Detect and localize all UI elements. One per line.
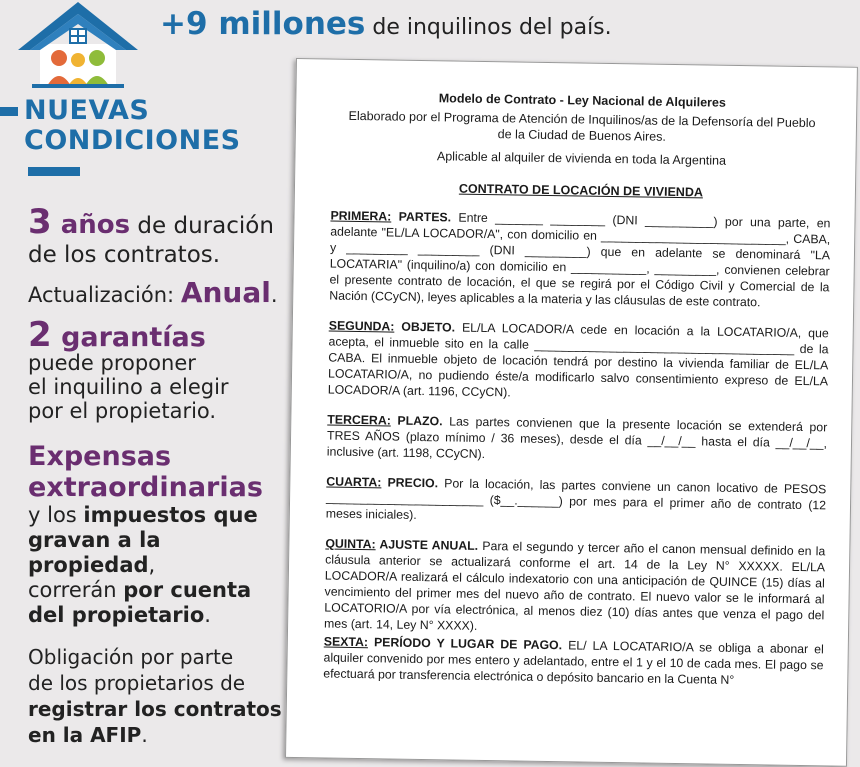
duration-block — [0, 202, 292, 270]
clause-title: PERÍODO Y LUGAR DE PAGO. — [367, 635, 563, 653]
obligation-dot: . — [141, 723, 148, 747]
doc-applicable: Aplicable al alquiler de vivienda en toda la Argentina — [436, 149, 727, 168]
expenses-text-4: . — [204, 603, 211, 627]
heading-bar-right — [28, 167, 80, 176]
clause-label: TERCERA: — [327, 412, 391, 428]
guarantees-line-3: por el propietario. — [28, 399, 217, 423]
expenses-heading-2: extraordinarias — [28, 472, 263, 503]
banner-number: +9 millones — [160, 6, 366, 42]
clause-title: OBJETO. — [394, 319, 456, 335]
obligation-bold-2: en la AFIP — [28, 723, 142, 747]
clause-label: PRIMERA: — [330, 208, 392, 224]
contract-document — [285, 58, 858, 767]
expenses-bold-4: del propietario — [28, 603, 205, 627]
duration-rest-2: de los contratos. — [28, 242, 221, 268]
update-block — [0, 276, 292, 309]
guarantees-line-2: el inquilino a elegir — [28, 375, 229, 399]
heading-line-1: NUEVAS — [24, 95, 150, 126]
clause-sexta — [323, 634, 824, 690]
clause-title: PLAZO. — [390, 413, 443, 429]
doc-subtitle-1: Elaborado por el Programa de Atención de Inquilinos/as de la Defensoría del Pueblo — [348, 108, 816, 131]
expenses-block — [0, 441, 292, 628]
update-label: Actualización: — [28, 283, 181, 307]
banner-text: de inquilinos del país. — [365, 15, 612, 40]
clause-label: CUARTA: — [326, 474, 382, 490]
banner-headline — [160, 6, 612, 42]
clause-tercera — [327, 412, 828, 468]
heading-line-2: CONDICIONES — [24, 125, 241, 156]
clause-text: EL/ LA LOCATARIO/A se obliga a abonar el alquiler convenido por mes entero y adelantado, entre el 1 y el 10 de cada mes. El pago se efectuará por transferencia electrónica o depósito bancario en la Cuenta N° — [323, 638, 824, 687]
update-value: Anual — [180, 276, 271, 309]
expenses-text-1: y los — [28, 503, 84, 527]
heading-bar-left — [0, 107, 18, 116]
expenses-text-3: correrán — [28, 578, 124, 602]
clause-text: Entre _______ ________ (DNI __________) por una parte, en adelante "EL/LA LOCADOR/A", con domicilio en ___________________________, CABA, y _________ _________ (DNI _________) que en adelante se denominará "LA LOCATARIA" (inquilino/a) con domicilio en ___________, _________, convienen celebrar el presente contrato de locación, el que se regirá por el Código Civil y Comercial de la Nación (CCyCN), leyes aplicables a la materia y las cláusulas de este contrato. — [329, 210, 831, 310]
guarantees-block — [0, 315, 292, 423]
clause-segunda — [328, 318, 829, 406]
duration-rest-1: de duración — [130, 213, 274, 239]
doc-subtitle-2: de la Ciudad de Buenos Aires. — [497, 127, 666, 144]
clause-cuarta — [326, 474, 827, 530]
clause-primera — [329, 208, 830, 312]
update-dot: . — [270, 283, 278, 307]
clause-title: PARTES. — [391, 209, 452, 225]
guarantees-line-1: puede proponer — [28, 351, 196, 375]
clause-text: EL/LA LOCADOR/A cede en locación a la LOCATARIO/A, que acepta, el inmueble sito en la calle ______________________________________ de la CABA. El inmueble objeto de locación tendrá por destino la vivienda familiar de EL/LA LOCATARIO/A, no pudiendo éste/a modificarlo salvo consentimiento expreso de EL/LA LOCADOR/A (art. 1196, CCyCN). — [327, 320, 829, 400]
obligation-line-2: de los propietarios de — [28, 671, 246, 695]
expenses-bold-3: por cuenta — [123, 578, 252, 602]
clause-title: PRECIO. — [381, 475, 439, 491]
conditions-heading — [0, 96, 292, 186]
expenses-text-2: , — [148, 553, 156, 577]
doc-title: Modelo de Contrato - Ley Nacional de Alquileres — [438, 91, 727, 110]
doc-subtitle — [332, 108, 832, 148]
clause-quinta — [324, 536, 825, 640]
clause-label: SEGUNDA: — [328, 318, 395, 334]
duration-word: años — [51, 210, 131, 240]
clause-label: QUINTA: — [325, 536, 376, 552]
obligation-bold-1: registrar los contratos — [28, 697, 282, 721]
clause-text: Para el segundo y tercer año el canon mensual definido en la cláusula anterior se actualizará conforme el art. 14 de la Ley N° XXXXX. EL/LA LOCADOR/A realizará el cálculo indexatorio con una anticipación de QUINCE (15) días al vencimiento del primer mes del nuevo año de contrato. El nuevo valor se le informará al LOCATORIO/A por vía electrónica, al menos diez (10) días antes que venza el pago del mes (art. 14, Ley N° XXXX). — [324, 538, 826, 633]
guarantees-number: 2 — [28, 315, 52, 355]
clause-text: Por la locación, las partes conviene un canon locativo de PESOS _______________________ ($__.______) por mes para el primer año de contrato (12 meses iniciales). — [325, 476, 827, 522]
obligation-line-1: Obligación por parte — [28, 645, 234, 669]
duration-number: 3 — [28, 202, 52, 242]
clause-text: Las partes convienen que la presente locación se extenderá por TRES AÑOS (plazo mínimo / 36 meses), desde el día __/__/__ hasta el día __/__/__, inclusive (art. 1198, CCyCN). — [326, 414, 828, 462]
expenses-bold-1: impuestos que — [83, 503, 258, 527]
clause-title: AJUSTE ANUAL. — [375, 537, 479, 553]
doc-contract-title: CONTRATO DE LOCACIÓN DE VIVIENDA — [458, 181, 704, 200]
house-family-logo — [14, 0, 142, 88]
left-column — [0, 96, 292, 748]
guarantees-word: garantías — [51, 322, 206, 353]
obligation-block — [0, 644, 292, 748]
expenses-heading-1: Expensas — [28, 441, 172, 472]
clause-label: SEXTA: — [323, 634, 369, 650]
expenses-bold-2: gravan a la propiedad — [28, 528, 161, 577]
